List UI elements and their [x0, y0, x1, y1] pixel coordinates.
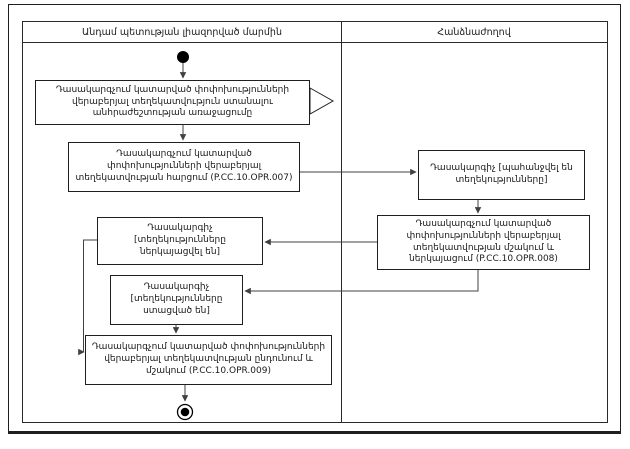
state-box-received-label: Դասակարգիչ [տեղեկությունները ստացված են] — [130, 282, 223, 316]
lane-header-commission — [341, 22, 607, 43]
lane-divider — [341, 22, 342, 422]
event-box — [35, 80, 310, 125]
state-box-submitted — [97, 217, 263, 265]
state-box-received — [110, 275, 243, 325]
state-box-submitted-label: Դասակարգիչ [տեղեկությունները ներկայացվել են] — [134, 223, 226, 257]
action-box-opr009 — [85, 335, 332, 385]
state-box-requested-label: Դասակարգիչ [պահանջվել են տեղեկությունները] — [430, 163, 573, 185]
action-box-opr007 — [68, 142, 300, 192]
action-box-opr009-label: Դասակարգչում կատարված փոփոխությունների վերաբերյալ տեղեկատվության ընդունում և մշակում (P.CC.10.OPR.009) — [91, 342, 326, 376]
event-box-label: Դասակարգչում կատարված փոփոխությունների վերաբերյալ տեղեկատվություն ստանալու անհրաժեշտության առաջացումը — [55, 84, 290, 119]
action-box-opr008-label: Դասակարգչում կատարված փոփոխությունների վերաբերյալ տեղեկատվության մշակում և ներկայացում (P.CC.10.OPR.008) — [406, 218, 561, 265]
action-box-opr008 — [377, 215, 590, 270]
lane-title-member-state: Անդամ պետության լիազորված մարմին — [82, 26, 282, 38]
lane-header-member-state — [23, 22, 341, 43]
state-box-requested — [418, 150, 585, 200]
lane-title-commission: Հանձնաժողով — [437, 26, 511, 38]
action-box-opr007-label: Դասակարգչում կատարված փոփոխությունների վերաբերյալ տեղեկատվության հարցում (P.CC.10.OPR.007) — [75, 149, 293, 183]
